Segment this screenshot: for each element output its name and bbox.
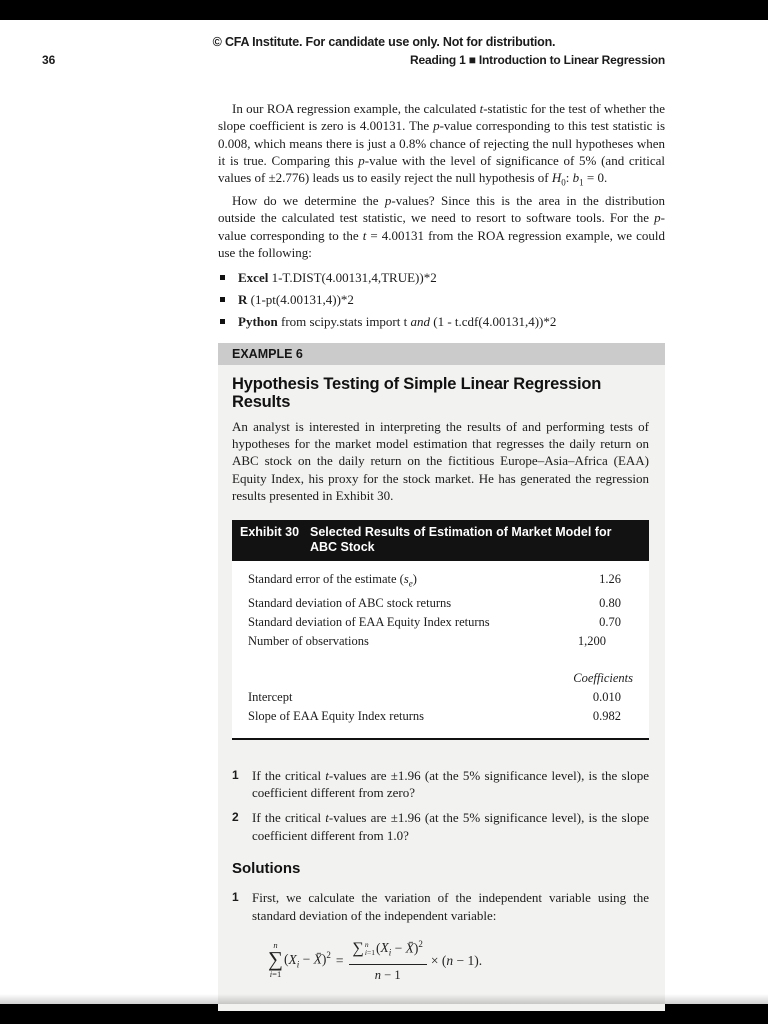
fraction: [349, 936, 427, 985]
exhibit-body: [232, 561, 649, 740]
table-row: [232, 570, 649, 594]
copyright-notice: © CFA Institute. For candidate use only. Not for distribution.: [212, 35, 556, 49]
question-item: [232, 767, 649, 802]
solution-text: First, we calculate the variation of the independent variable using the standard deviation of the independent variable:: [252, 890, 649, 923]
list-item-text: Python from scipy.stats import t and (1 - t.cdf(4.00131,4))*2: [238, 314, 557, 330]
exhibit-30-table: [232, 520, 649, 740]
table-row: [232, 613, 649, 632]
question-number: 1: [232, 767, 239, 782]
equals-sign: =: [335, 952, 344, 968]
row-value: 0.80: [599, 595, 621, 610]
row-value: 1,200: [577, 633, 606, 648]
row-value: 0.70: [599, 614, 621, 629]
summation-inline: [353, 941, 375, 958]
table-row: [232, 688, 649, 707]
solution-item: [232, 889, 649, 924]
summation-display: [268, 941, 283, 980]
row-value: 0.010: [592, 689, 621, 704]
bullet-square-icon: [220, 297, 225, 302]
fraction-denominator: n − 1: [374, 968, 401, 983]
solution-number: 1: [232, 890, 239, 905]
running-head: Reading 1 ■ Introduction to Linear Regression: [410, 53, 665, 67]
list-item: [218, 269, 665, 286]
table-row: [232, 707, 649, 726]
exhibit-label: Exhibit 30: [240, 525, 300, 540]
row-label: Number of observations: [248, 633, 369, 648]
sigma-symbol: ∑: [268, 947, 283, 972]
row-value: 1.26: [599, 572, 621, 587]
row-label: Intercept: [248, 689, 293, 704]
paragraph-roa-ttest: In our ROA regression example, the calculated t-statistic for the test of whether the slope coefficient is zero is 4.00131. The p-value corresponding to this test statistic is 0.008, which means there is just a 0.8% chance of rejecting the null hypotheses when it is true. Comparing this p-value with the level of significance of 5% (and critical values of ±2.776) leads us to easily reject the null hypothesis of $H_0$: $b_1 = 0$.: [218, 101, 665, 188]
question-item: [232, 809, 649, 844]
row-label: Standard error of the estimate $(s_e)$: [248, 572, 417, 589]
list-item: [218, 291, 665, 308]
variation-formula: [268, 936, 649, 985]
coefficients-column-header: Coefficients: [573, 670, 633, 685]
row-label: Standard deviation of ABC stock returns: [248, 595, 452, 610]
row-value: 0.982: [592, 708, 621, 723]
list-item-text: R (1-pt(4.00131,4))*2: [238, 292, 354, 308]
question-number: 2: [232, 810, 239, 825]
sigma-symbol: ∑: [352, 940, 364, 958]
question-list: [232, 767, 649, 844]
sum-limits: [365, 941, 375, 958]
table-row: [232, 594, 649, 613]
list-item-text: Excel 1-T.DIST(4.00131,4,TRUE))*2: [238, 270, 437, 286]
fraction-numerator: [349, 936, 427, 965]
software-tools-list: [218, 269, 665, 330]
example-intro-paragraph: An analyst is interested in interpreting the results of and performing tests of hypotheses for the market model estimation that regresses the daily return on ABC stock on the daily return on the fictitious Europe–Asia–Africa (EAA) Equity Index, his proxy for the stock market. He has generated the regression results presented in Exhibit 30.: [232, 418, 649, 504]
list-item: [218, 313, 665, 330]
row-label: Standard deviation of EAA Equity Index returns: [248, 614, 490, 629]
sum-lower-limit: i=1: [364, 948, 375, 958]
sum-lower-limit: i=1: [269, 969, 282, 980]
formula-tail: × (n − 1).: [430, 952, 483, 968]
exhibit-header: [232, 520, 649, 561]
question-text: If the critical t-values are ±1.96 (at the 5% significance level), is the slope coefficient different from zero?: [252, 767, 649, 801]
example-label: EXAMPLE 6: [232, 346, 303, 361]
lhs-expression: ($X_i$ − X̄)$^2$: [283, 950, 331, 970]
exhibit-title: Selected Results of Estimation of Market Model for ABC Stock: [310, 525, 612, 555]
row-label: Slope of EAA Equity Index returns: [248, 708, 425, 723]
example-body: [218, 376, 665, 984]
question-text: If the critical t-values are ±1.96 (at the 5% significance level), is the slope coefficient different from 1.0?: [252, 810, 649, 843]
table-row: [232, 632, 649, 651]
example-6-box: [218, 343, 665, 1010]
example-label-bar: [218, 343, 665, 365]
example-title: Hypothesis Testing of Simple Linear Regression Results: [232, 375, 602, 411]
bullet-square-icon: [220, 319, 225, 324]
paragraph-pvalues: How do we determine the p-values? Since this is the area in the distribution outside the calculated test statistic, we need to resort to software tools. For the p-value corresponding to the t = 4.00131 from the ROA regression example, we could use the following:: [218, 193, 666, 260]
main-text-column: [218, 100, 665, 1011]
document-page: [0, 20, 768, 1004]
bullet-square-icon: [220, 275, 225, 280]
solutions-heading: Solutions: [232, 860, 301, 878]
sum-upper-limit: n: [364, 939, 369, 949]
numerator-expression: ($X_i$ − X̄)$^2$: [375, 938, 423, 959]
page-number: 36: [42, 53, 56, 67]
sum-upper-limit: n: [273, 940, 278, 950]
